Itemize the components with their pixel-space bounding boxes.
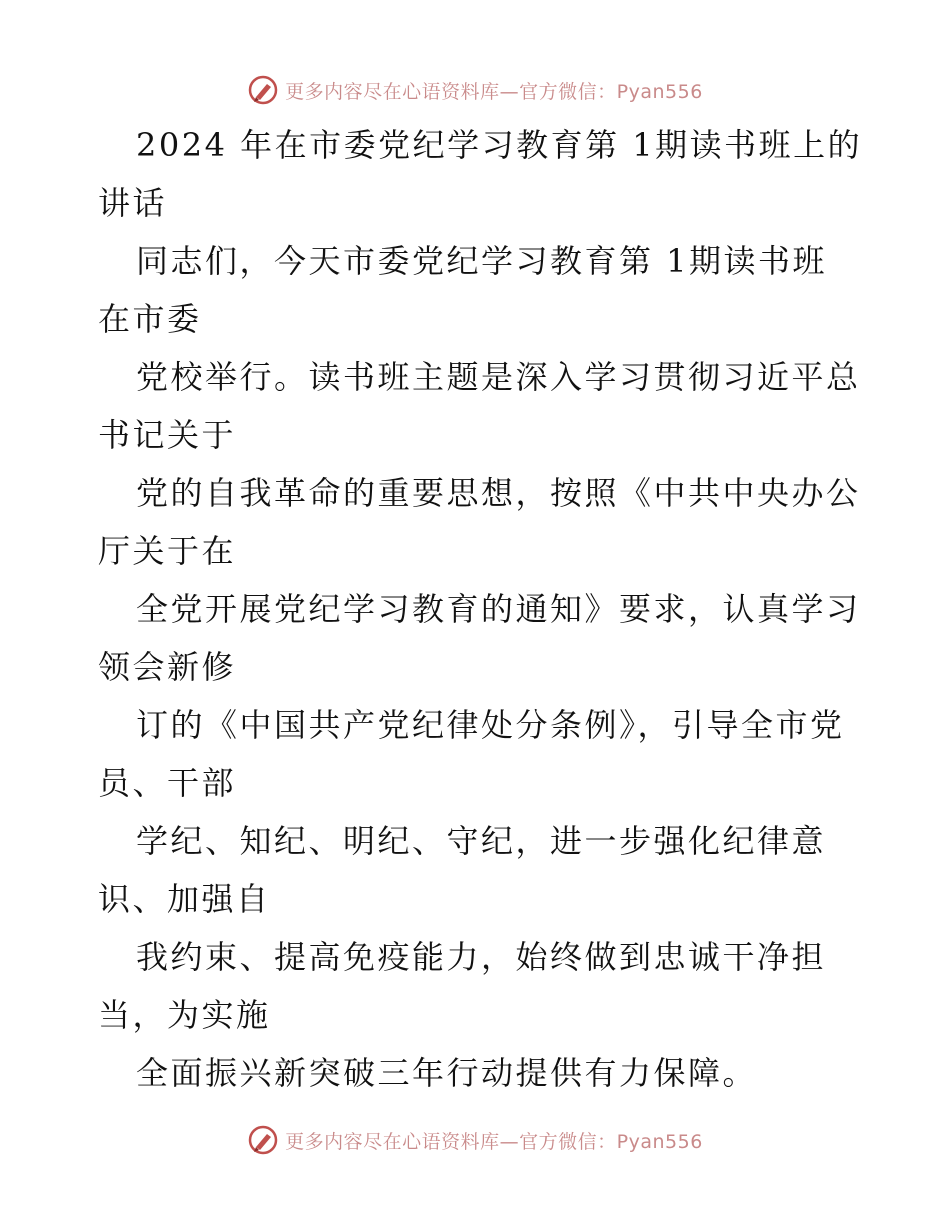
text-line: 识、加强自: [98, 880, 271, 918]
text-line: 同志们，今天市委党纪学习教育第 1期读书班: [136, 242, 828, 280]
text-line: 当，为实施: [98, 996, 271, 1034]
text-line: 领会新修: [98, 648, 237, 686]
text-line: 厅关于在: [98, 532, 237, 570]
text-line: 党校举行。读书班主题是深入学习贯彻习近平总: [136, 358, 861, 396]
document-body: [98, 116, 863, 1102]
text-line: 学纪、知纪、明纪、守纪，进一步强化纪律意: [136, 822, 827, 860]
text-line: 书记关于: [98, 416, 237, 454]
text-line: 在市委: [98, 300, 202, 338]
text-line: 讲话: [98, 184, 168, 222]
header-watermark: [0, 70, 950, 110]
text-line: 全面振兴新突破三年行动提供有力保障。: [136, 1054, 758, 1092]
watermark-text: 更多内容尽在心语资料库—官方微信：Pyan556: [285, 1130, 703, 1153]
text-line: 2024 年在市委党纪学习教育第 1期读书班上的: [136, 126, 863, 164]
text-line: 全党开展党纪学习教育的通知》要求，认真学习: [136, 590, 861, 628]
text-line: 订的《中国共产党纪律处分条例》，引导全市党: [136, 706, 845, 744]
text-line: 员、干部: [98, 764, 237, 802]
pen-logo-icon: [247, 1124, 279, 1156]
text-line: 党的自我革命的重要思想，按照《中共中央办公: [136, 474, 861, 512]
watermark-text: 更多内容尽在心语资料库—官方微信：Pyan556: [285, 80, 703, 103]
footer-watermark: [0, 1120, 950, 1160]
pen-logo-icon: [247, 74, 279, 106]
text-line: 我约束、提高免疫能力，始终做到忠诚干净担: [136, 938, 827, 976]
